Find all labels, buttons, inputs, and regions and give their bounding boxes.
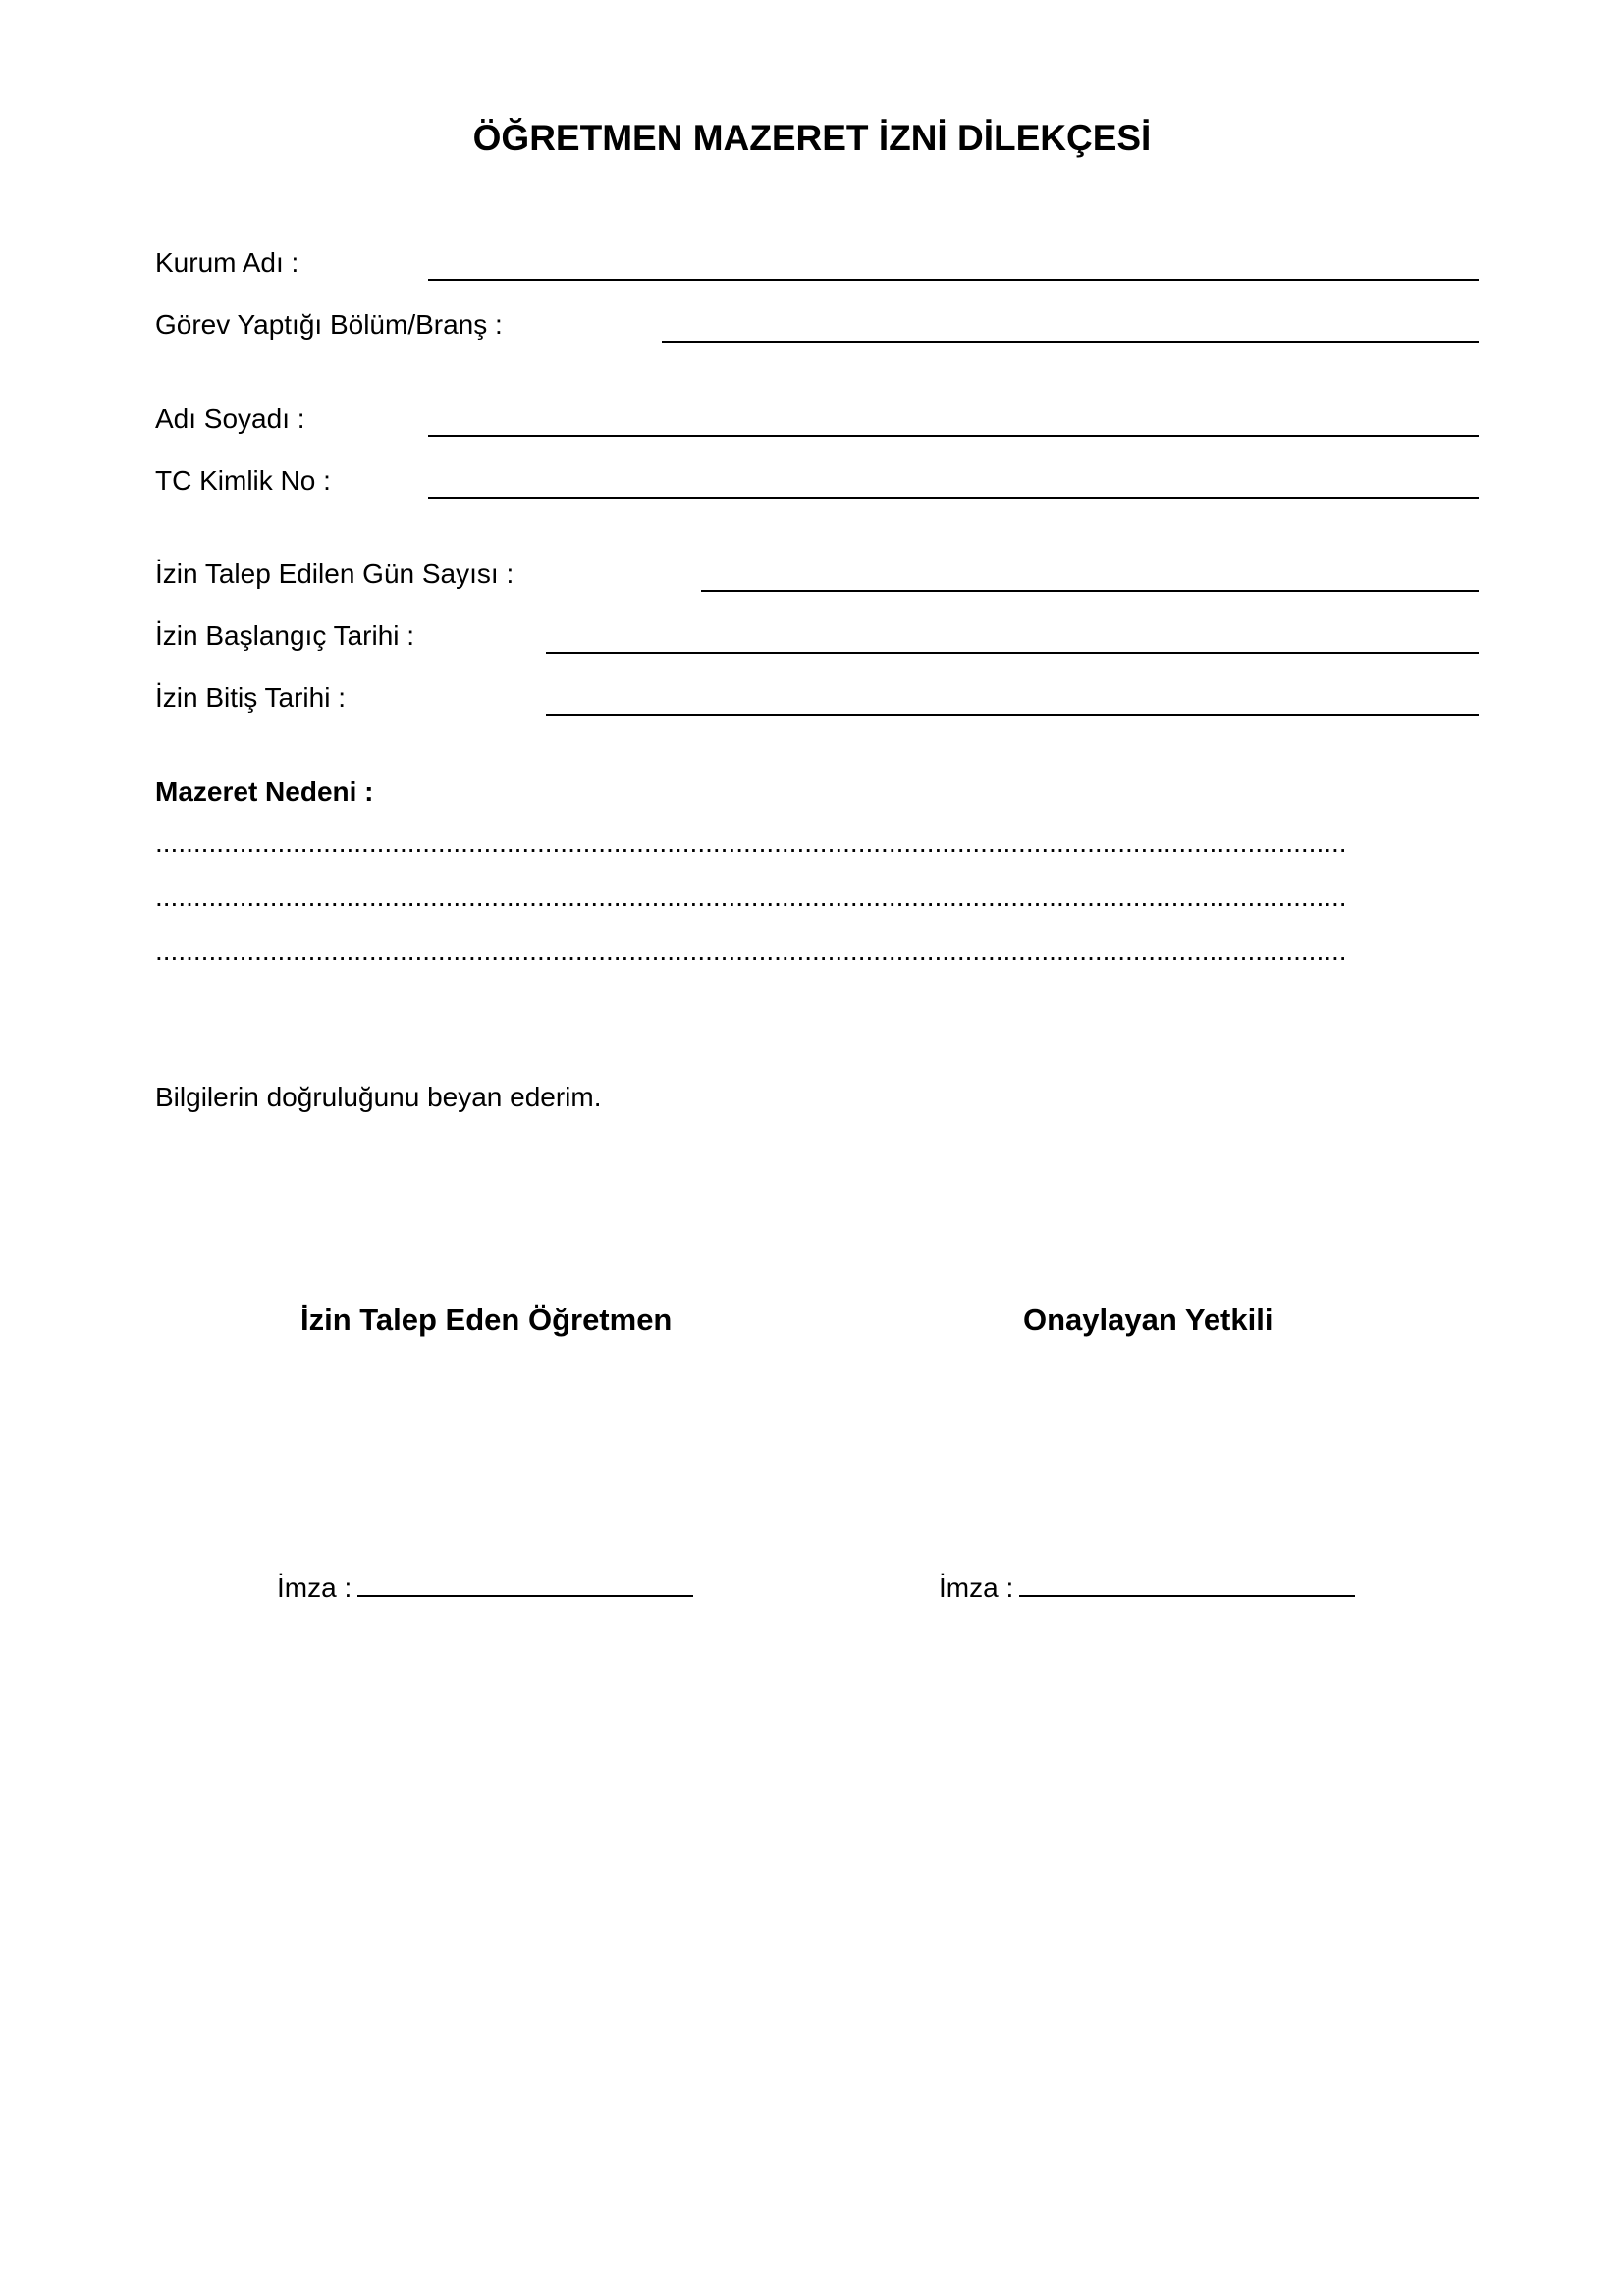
gun-sayisi-label: İzin Talep Edilen Gün Sayısı : <box>155 559 514 589</box>
gorev-bolum-brans-field-line[interactable] <box>662 341 1479 343</box>
page-title: ÖĞRETMEN MAZERET İZNİ DİLEKÇESİ <box>472 118 1152 158</box>
declaration-text: Bilgilerin doğruluğunu beyan ederim. <box>155 1082 602 1112</box>
authority-imza-label: İmza : <box>939 1573 1014 1603</box>
adi-soyadi-field-line[interactable] <box>428 435 1479 437</box>
kurum-adi-label: Kurum Adı : <box>155 247 299 278</box>
adi-soyadi-label: Adı Soyadı : <box>155 403 305 434</box>
kurum-adi-field-line[interactable] <box>428 279 1479 281</box>
teacher-signature-blank[interactable] <box>357 1568 693 1597</box>
bitis-tarihi-field-line[interactable] <box>546 714 1479 716</box>
mazeret-nedeni-heading: Mazeret Nedeni : <box>155 776 374 807</box>
authority-signature-line <box>939 1568 1355 1605</box>
tc-kimlik-no-field-line[interactable] <box>428 497 1479 499</box>
requesting-teacher-heading: İzin Talep Eden Öğretmen <box>300 1303 673 1337</box>
gorev-bolum-brans-label: Görev Yaptığı Bölüm/Branş : <box>155 309 503 340</box>
mazeret-dotted-line-3[interactable]: ............................................................................................................................................................ <box>155 935 1347 966</box>
gun-sayisi-field-line[interactable] <box>701 590 1479 592</box>
teacher-signature-line <box>277 1568 693 1605</box>
teacher-imza-label: İmza : <box>277 1573 352 1603</box>
mazeret-dotted-line-2[interactable]: ............................................................................................................................................................ <box>155 881 1347 912</box>
tc-kimlik-no-label: TC Kimlik No : <box>155 465 331 496</box>
baslangic-tarihi-field-line[interactable] <box>546 652 1479 654</box>
approving-authority-heading: Onaylayan Yetkili <box>1023 1303 1273 1337</box>
baslangic-tarihi-label: İzin Başlangıç Tarihi : <box>155 620 415 651</box>
mazeret-dotted-line-1[interactable]: ............................................................................................................................................................ <box>155 828 1347 858</box>
bitis-tarihi-label: İzin Bitiş Tarihi : <box>155 682 346 713</box>
authority-signature-blank[interactable] <box>1019 1568 1355 1597</box>
